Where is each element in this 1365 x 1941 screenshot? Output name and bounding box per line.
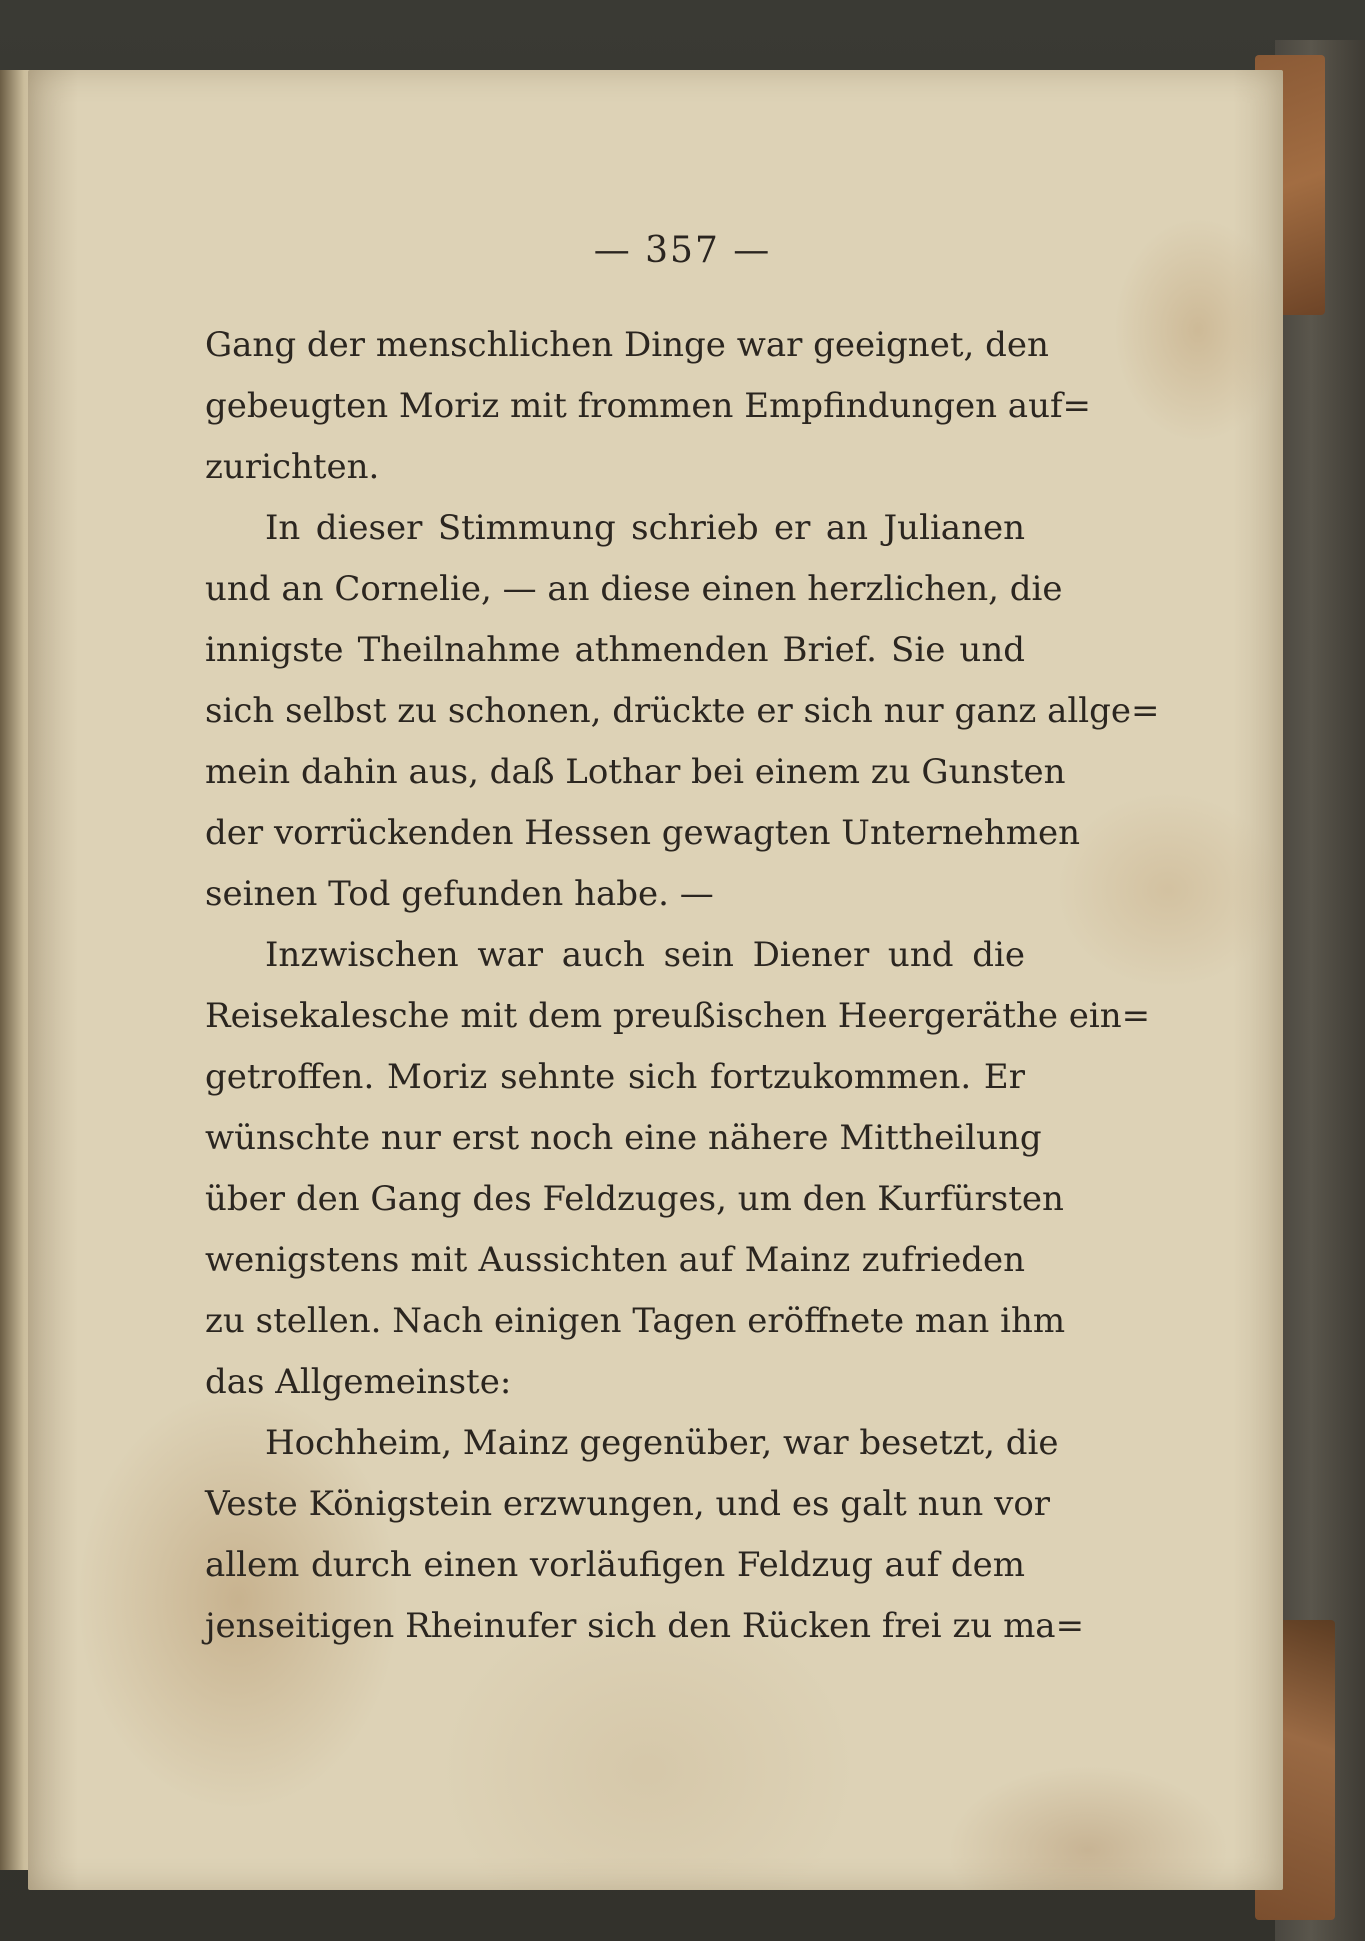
text-line: gebeugten Moriz mit frommen Empfindungen auf= <box>205 386 1092 426</box>
text-line: jenseitigen Rheinufer sich den Rücken frei zu ma= <box>205 1606 1085 1646</box>
text-line: sich selbst zu schonen, drückte er sich nur ganz allge= <box>205 691 1160 731</box>
text-line: der vorrückenden Hessen gewagten Unternehmen <box>205 813 1081 853</box>
text-line: In dieser Stimmung schrieb er an Julianen <box>265 508 1025 548</box>
text-line: Veste Königstein erzwungen, und es galt nun vor <box>205 1484 1051 1524</box>
text-line: innigste Theilnahme athmenden Brief. Sie und <box>205 630 1025 670</box>
text-line: Gang der menschlichen Dinge war geeignet, den <box>205 325 1049 365</box>
text-line: Reisekalesche mit dem preußischen Heergeräthe ein= <box>205 996 1151 1036</box>
text-line: allem durch einen vorläufigen Feldzug auf dem <box>205 1545 1025 1585</box>
text-line: das Allgemeinste: <box>205 1362 512 1402</box>
text-line: über den Gang des Feldzuges, um den Kurfürsten <box>205 1179 1064 1219</box>
text-line: Inzwischen war auch sein Diener und die <box>265 935 1025 975</box>
text-line: seinen Tod gefunden habe. — <box>205 874 714 914</box>
text-line: wünschte nur erst noch eine nähere Mittheilung <box>205 1118 1042 1158</box>
text-line: mein dahin aus, daß Lothar bei einem zu Gunsten <box>205 752 1066 792</box>
text-line: zu stellen. Nach einigen Tagen eröffnete man ihm <box>205 1301 1066 1341</box>
text-line: wenigstens mit Aussichten auf Mainz zufrieden <box>205 1240 1025 1280</box>
page-number: — 357 — <box>593 230 772 271</box>
page-text <box>205 315 1160 1657</box>
text-line: zurichten. <box>205 447 380 487</box>
text-line: Hochheim, Mainz gegenüber, war besetzt, die <box>265 1423 1059 1463</box>
text-line: und an Cornelie, — an diese einen herzlichen, die <box>205 569 1063 609</box>
text-line: getroffen. Moriz sehnte sich fortzukommen. Er <box>205 1057 1025 1097</box>
